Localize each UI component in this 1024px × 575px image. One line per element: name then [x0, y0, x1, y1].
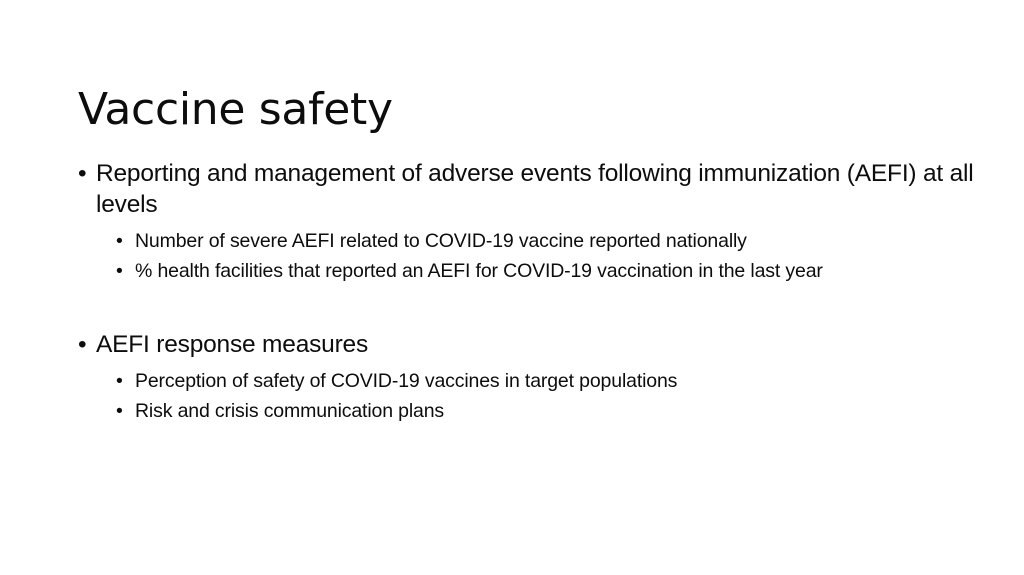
bullet-icon: •: [116, 400, 123, 422]
bullet-icon: •: [78, 160, 87, 187]
sub-bullet-item-perception: [116, 366, 935, 396]
bullet-list: [78, 158, 978, 426]
bullet-item-aefi-reporting: [78, 158, 978, 286]
sub-bullet-text: Perception of safety of COVID-19 vaccines in target populations: [135, 370, 678, 392]
sub-bullet-item-severe-aefi: [116, 226, 935, 256]
bullet-icon: •: [116, 230, 123, 252]
sub-bullet-text: % health facilities that reported an AEFI for COVID-19 vaccination in the last year: [135, 260, 823, 282]
bullet-icon: •: [78, 331, 87, 358]
slide-title: Vaccine safety: [78, 84, 393, 135]
bullet-item-aefi-response: [78, 329, 978, 426]
sub-bullet-text: Risk and crisis communication plans: [135, 400, 445, 422]
sub-bullet-item-health-facilities: [116, 256, 935, 286]
bullet-icon: •: [116, 370, 123, 392]
sub-bullet-text: Number of severe AEFI related to COVID-19 vaccine reported nationally: [135, 230, 747, 252]
sub-bullet-list: [96, 366, 978, 426]
bullet-text: Reporting and management of adverse events following immunization (AEFI) at all levels: [96, 160, 974, 218]
sub-bullet-item-communication: [116, 396, 935, 426]
bullet-text: AEFI response measures: [96, 331, 369, 358]
sub-bullet-list: [96, 226, 978, 286]
bullet-icon: •: [116, 260, 123, 282]
